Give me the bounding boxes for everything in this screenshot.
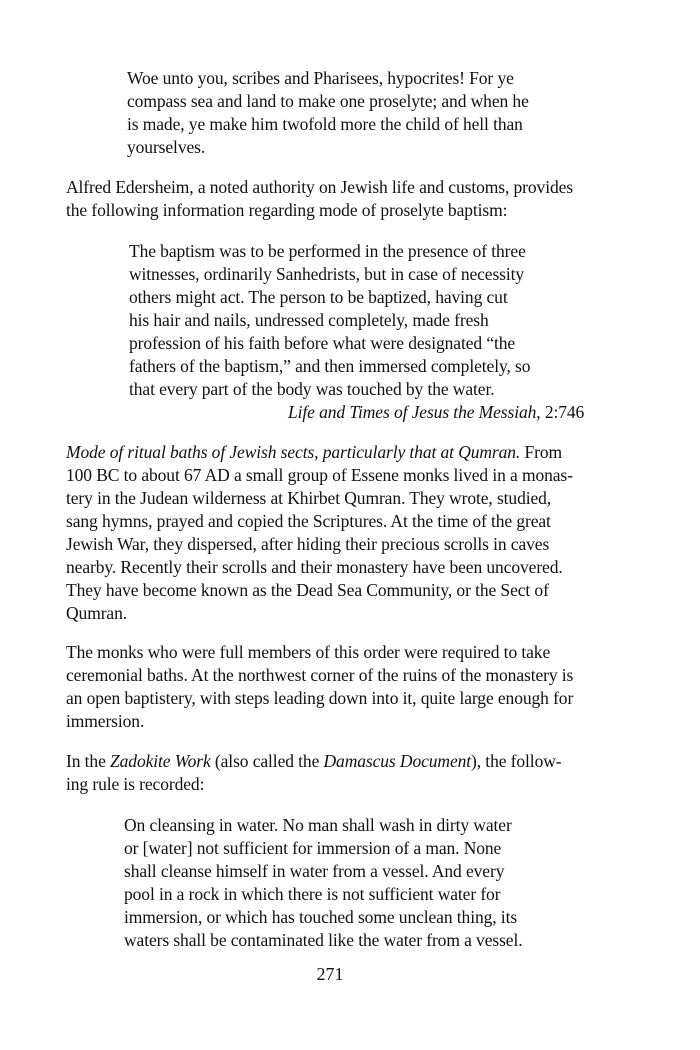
paragraph-line: immersion. (66, 711, 145, 731)
quote-line: compass sea and land to make one proselyte; and when he (127, 91, 529, 111)
heading-continuation: From (520, 442, 563, 462)
paragraph-line: They have become known as the Dead Sea Community, or the Sect of (66, 580, 549, 600)
citation-reference: , 2:746 (536, 402, 585, 422)
paragraph-line: ing rule is recorded: (66, 774, 205, 794)
paragraph-line: 100 BC to about 67 AD a small group of Essene monks lived in a monas- (66, 465, 573, 485)
quote-line: is made, ye make him twofold more the child of hell than (127, 114, 523, 134)
quote-line: yourselves. (127, 137, 206, 157)
quote-line: fathers of the baptism,” and then immersed completely, so (129, 356, 531, 376)
quote-line: profession of his faith before what were designated “the (129, 333, 516, 353)
citation-title: Life and Times of Jesus the Messiah (288, 402, 537, 422)
paragraph-line: Qumran. (66, 603, 128, 623)
quote-line: witnesses, ordinarily Sanhedrists, but in case of necessity (129, 264, 525, 284)
quote-line: On cleansing in water. No man shall wash in dirty water (124, 815, 512, 835)
page-number: 271 (316, 964, 344, 984)
paragraph-line: nearby. Recently their scrolls and their monastery have been uncovered. (66, 557, 563, 577)
citation (288, 401, 584, 424)
quote-line: The baptism was to be performed in the presence of three (129, 241, 526, 261)
text-run: In the (66, 751, 111, 771)
quote-line: shall cleanse himself in water from a vessel. And every (124, 861, 505, 881)
quote-line: or [water] not sufficient for immersion of a man. None (124, 838, 502, 858)
paragraph-line: ceremonial baths. At the northwest corner of the ruins of the monastery is (66, 665, 574, 685)
paragraph-line: Jewish War, they dispersed, after hiding their precious scrolls in caves (66, 534, 550, 554)
paragraph-line: sang hymns, prayed and copied the Scriptures. At the time of the great (66, 511, 551, 531)
quote-line: waters shall be contaminated like the water from a vessel. (124, 930, 523, 950)
work-title: Zadokite Work (110, 751, 211, 771)
paragraph-line (66, 750, 561, 773)
text-run: (also called the (210, 751, 324, 771)
quote-line: others might act. The person to be baptized, having cut (129, 287, 508, 307)
paragraph-line (66, 441, 562, 464)
quote-line: pool in a rock in which there is not sufficient water for (124, 884, 501, 904)
paragraph-line: the following information regarding mode of proselyte baptism: (66, 200, 508, 220)
paragraph-line: Alfred Edersheim, a noted authority on Jewish life and customs, provides (66, 177, 573, 197)
quote-line: immersion, or which has touched some unclean thing, its (124, 907, 518, 927)
work-title: Damascus Document (323, 751, 472, 771)
quote-line: that every part of the body was touched by the water. (129, 379, 495, 399)
paragraph-line: tery in the Judean wilderness at Khirbet Qumran. They wrote, studied, (66, 488, 552, 508)
quote-line: Woe unto you, scribes and Pharisees, hypocrites! For ye (127, 68, 514, 88)
quote-line: his hair and nails, undressed completely, made fresh (129, 310, 489, 330)
paragraph-line: an open baptistery, with steps leading down into it, quite large enough for (66, 688, 574, 708)
text-run: ), the follow- (471, 751, 562, 771)
paragraph-line: The monks who were full members of this order were required to take (66, 642, 551, 662)
section-heading: Mode of ritual baths of Jewish sects, particularly that at Qumran. (66, 442, 521, 462)
